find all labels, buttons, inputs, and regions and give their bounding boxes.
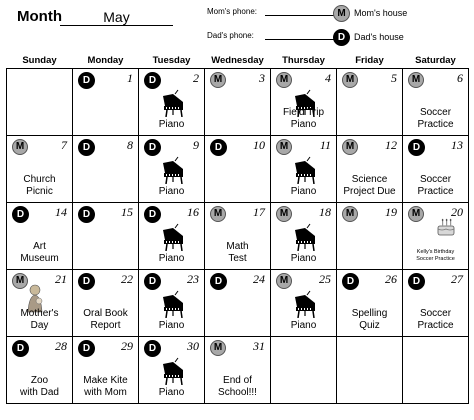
day-cell — [205, 69, 271, 136]
event-note: Piano — [158, 119, 185, 130]
weekday-header: Wednesday — [211, 54, 264, 66]
day-number: 11 — [319, 138, 331, 152]
moms-phone-line — [265, 15, 335, 16]
event-note: Make Kite with Mom — [83, 375, 128, 398]
calendar-body — [7, 69, 469, 404]
week-row — [7, 69, 469, 136]
mom-house-icon: M — [342, 206, 358, 222]
mom-house-icon: M — [408, 206, 424, 222]
dad-house-icon: D — [408, 273, 425, 290]
day-cell — [403, 69, 469, 136]
dad-legend-icon: D — [333, 29, 350, 46]
event-note: Piano — [290, 320, 317, 331]
piano-icon — [293, 156, 319, 184]
week-row — [7, 337, 469, 404]
day-number: 1 — [127, 71, 133, 85]
dad-house-icon: D — [78, 139, 95, 156]
day-cell — [7, 337, 73, 404]
event-note: Soccer Practice — [417, 107, 454, 130]
day-cell — [271, 136, 337, 203]
empty-day-cell — [271, 337, 337, 404]
day-number: 22 — [121, 272, 133, 286]
event-note: Piano — [158, 186, 185, 197]
dads-house-label: Dad's house — [354, 32, 404, 42]
event-note: Piano — [158, 320, 185, 331]
day-cell — [139, 203, 205, 270]
day-number: 4 — [325, 71, 331, 85]
empty-day-cell — [403, 337, 469, 404]
dads-phone-label: Dad's phone: — [207, 31, 254, 40]
day-number: 13 — [451, 138, 463, 152]
day-cell — [271, 69, 337, 136]
mom-house-icon: M — [12, 273, 28, 289]
event-note: Church Picnic — [23, 174, 56, 197]
day-cell — [337, 270, 403, 337]
day-number: 7 — [61, 138, 67, 152]
day-cell — [73, 69, 139, 136]
mom-house-icon: M — [276, 273, 292, 289]
dad-house-icon: D — [342, 273, 359, 290]
event-note: Mother's Day — [20, 308, 59, 331]
piano-icon — [293, 290, 319, 318]
moms-phone-label: Mom's phone: — [207, 7, 257, 16]
piano-icon — [161, 290, 187, 318]
event-note: End of School!!! — [218, 375, 257, 398]
day-number: 21 — [55, 272, 67, 286]
day-cell — [271, 270, 337, 337]
day-cell — [7, 270, 73, 337]
dad-house-icon: D — [12, 206, 29, 223]
dads-phone-line — [265, 39, 335, 40]
day-number: 28 — [55, 339, 67, 353]
day-cell — [139, 337, 205, 404]
event-note: Zoo with Dad — [20, 375, 59, 398]
calendar-grid — [6, 52, 469, 404]
piano-icon — [293, 223, 319, 251]
week-row — [7, 270, 469, 337]
day-cell — [139, 69, 205, 136]
day-number: 16 — [187, 205, 199, 219]
day-cell — [205, 136, 271, 203]
day-number: 19 — [385, 205, 397, 219]
month-value: May — [60, 9, 173, 26]
dad-house-icon: D — [144, 340, 161, 357]
weekday-header: Thursday — [282, 54, 325, 66]
weekday-header: Friday — [355, 54, 384, 66]
day-number: 23 — [187, 272, 199, 286]
day-cell — [271, 203, 337, 270]
event-note: Piano — [290, 186, 317, 197]
day-cell — [7, 136, 73, 203]
day-cell — [205, 203, 271, 270]
day-cell — [73, 136, 139, 203]
day-cell — [403, 136, 469, 203]
weekday-header: Tuesday — [152, 54, 191, 66]
mom-house-icon: M — [276, 72, 292, 88]
day-number: 5 — [391, 71, 397, 85]
mom-legend-icon: M — [333, 5, 350, 22]
weekday-row — [7, 52, 469, 69]
day-number: 8 — [127, 138, 133, 152]
dad-house-icon: D — [144, 72, 161, 89]
day-cell — [139, 136, 205, 203]
dad-house-icon: D — [210, 273, 227, 290]
day-number: 18 — [319, 205, 331, 219]
day-number: 30 — [187, 339, 199, 353]
empty-day-cell — [337, 337, 403, 404]
event-note: Piano — [158, 387, 185, 398]
dad-house-icon: D — [78, 273, 95, 290]
dad-house-icon: D — [78, 72, 95, 89]
month-label: Month — [17, 8, 62, 25]
day-number: 12 — [385, 138, 397, 152]
day-cell — [337, 203, 403, 270]
day-cell — [403, 270, 469, 337]
mom-house-icon: M — [342, 72, 358, 88]
weekday-header: Sunday — [22, 54, 57, 66]
weekday-header: Saturday — [415, 54, 456, 66]
day-number: 6 — [457, 71, 463, 85]
dad-house-icon: D — [12, 340, 29, 357]
event-note: Science Project Due — [343, 174, 396, 197]
day-number: 31 — [253, 339, 265, 353]
day-number: 10 — [253, 138, 265, 152]
day-cell — [205, 337, 271, 404]
day-number: 15 — [121, 205, 133, 219]
event-note: Piano — [158, 253, 185, 264]
week-row — [7, 136, 469, 203]
dad-house-icon: D — [144, 273, 161, 290]
event-note: Field Trip Piano — [282, 107, 325, 130]
day-cell — [73, 337, 139, 404]
day-number: 27 — [451, 272, 463, 286]
event-note: Soccer Practice — [417, 308, 454, 331]
dads-phone-row — [207, 29, 254, 43]
dad-house-icon: D — [144, 139, 161, 156]
cake-icon — [436, 217, 456, 237]
event-note: Math Test — [226, 241, 249, 264]
day-number: 20 — [451, 205, 463, 219]
mom-house-icon: M — [408, 72, 424, 88]
moms-house-label: Mom's house — [354, 8, 408, 18]
event-note: Piano — [290, 253, 317, 264]
week-row — [7, 203, 469, 270]
mom-house-icon: M — [276, 139, 292, 155]
mom-house-icon: M — [342, 139, 358, 155]
day-number: 29 — [121, 339, 133, 353]
dad-house-icon: D — [408, 139, 425, 156]
dad-house-icon: D — [210, 139, 227, 156]
day-number: 14 — [55, 205, 67, 219]
day-cell — [139, 270, 205, 337]
dad-house-icon: D — [78, 340, 95, 357]
calendar-header — [0, 0, 474, 52]
mom-house-icon: M — [210, 206, 226, 222]
mom-house-icon: M — [210, 72, 226, 88]
day-cell — [7, 203, 73, 270]
mom-house-icon: M — [276, 206, 292, 222]
weekday-header: Monday — [87, 54, 124, 66]
mom-house-icon: M — [12, 139, 28, 155]
day-cell — [337, 69, 403, 136]
day-number: 3 — [259, 71, 265, 85]
event-note: Art Museum — [20, 241, 59, 264]
day-cell — [205, 270, 271, 337]
day-number: 2 — [193, 71, 199, 85]
day-number: 26 — [385, 272, 397, 286]
piano-icon — [161, 89, 187, 117]
event-note: Spelling Quiz — [351, 308, 388, 331]
dad-house-icon: D — [78, 206, 95, 223]
piano-icon — [161, 223, 187, 251]
piano-icon — [161, 156, 187, 184]
mom-house-icon: M — [210, 340, 226, 356]
empty-day-cell — [7, 69, 73, 136]
day-number: 24 — [253, 272, 265, 286]
event-note: Oral Book Report — [83, 308, 128, 331]
dad-house-icon: D — [144, 206, 161, 223]
moms-phone-row — [207, 5, 257, 19]
event-note: Kelly's Birthday Soccer Practice — [416, 249, 455, 262]
piano-icon — [161, 357, 187, 385]
day-cell — [73, 270, 139, 337]
day-number: 17 — [253, 205, 265, 219]
day-cell — [73, 203, 139, 270]
day-cell — [403, 203, 469, 270]
day-number: 25 — [319, 272, 331, 286]
day-cell — [337, 136, 403, 203]
event-note: Soccer Practice — [417, 174, 454, 197]
day-number: 9 — [193, 138, 199, 152]
